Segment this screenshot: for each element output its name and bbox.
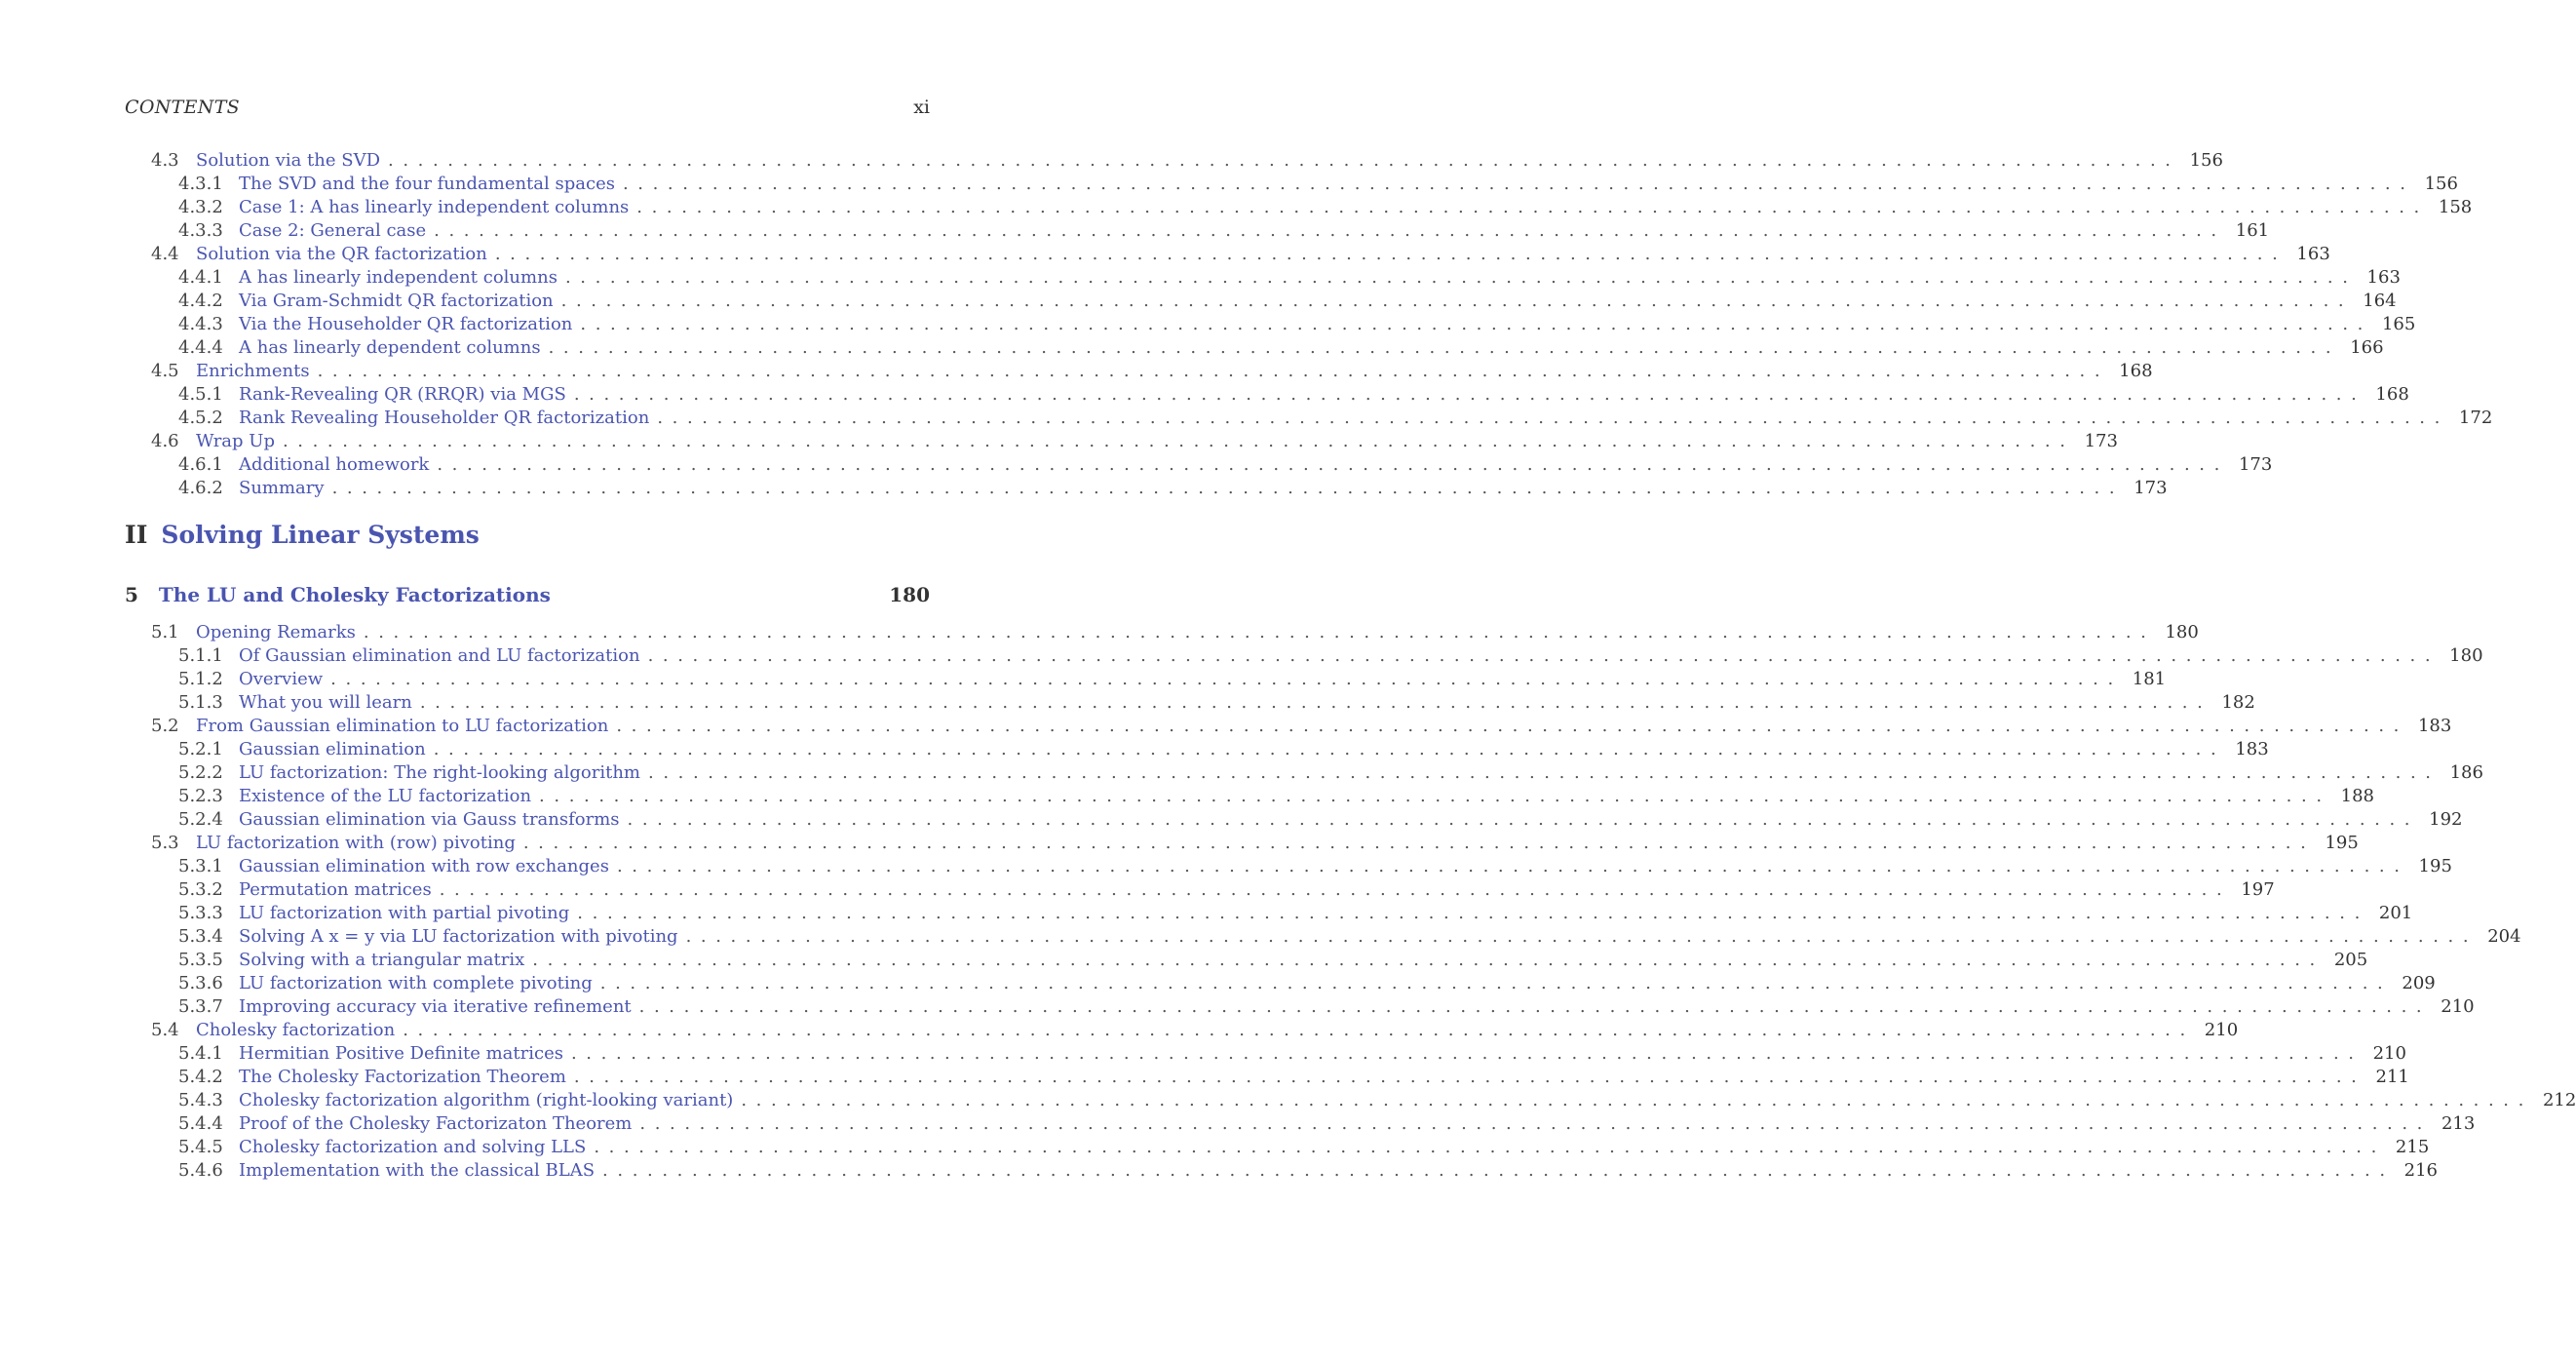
- toc-subsection-entry[interactable]: [0, 218, 2270, 242]
- entry-number: 5.3: [151, 832, 179, 853]
- dot-leader: ........................................................................................................................: [638, 995, 2432, 1017]
- toc-subsection-entry[interactable]: [0, 1065, 2409, 1088]
- dot-leader: ........................................................................................................................: [560, 290, 2354, 311]
- dot-leader: ........................................................................................................................: [657, 407, 2449, 428]
- entry-number: 5.1.3: [178, 691, 223, 713]
- entry-number: 5.2.4: [178, 808, 223, 830]
- dot-leader: ........................................................................................................................: [434, 219, 2226, 241]
- dot-leader: ........................................................................................................................: [330, 668, 2123, 689]
- entry-number: 5.1.1: [178, 644, 223, 666]
- dot-leader: ........................................................................................................................: [648, 761, 2441, 783]
- entry-link[interactable]: Case 2: General case: [239, 219, 427, 241]
- running-head-title: CONTENTS: [125, 97, 240, 118]
- entry-page-number: 215: [2395, 1136, 2430, 1157]
- toc-subsection-entry[interactable]: [0, 667, 2167, 690]
- dot-leader: ........................................................................................................................: [580, 313, 2372, 334]
- toc-subsection-entry[interactable]: [0, 382, 2409, 406]
- entry-link[interactable]: LU factorization with (row) pivoting: [196, 832, 516, 853]
- entry-number: 4.5.1: [178, 383, 223, 405]
- entry-link[interactable]: Solving A x = y via LU factorization with pivoting: [239, 925, 678, 947]
- entry-link[interactable]: Of Gaussian elimination and LU factorization: [239, 644, 640, 666]
- entry-number: 4.4.4: [178, 336, 223, 358]
- entry-link[interactable]: Cholesky factorization: [196, 1019, 396, 1040]
- entry-page-number: 182: [2221, 691, 2255, 713]
- dot-leader: ........................................................................................................................: [403, 1019, 2195, 1040]
- entry-number: 4.6.2: [178, 477, 223, 498]
- dot-leader: ........................................................................................................................: [317, 360, 2110, 381]
- entry-page-number: 168: [2119, 360, 2153, 381]
- toc-section-entry[interactable]: [0, 148, 2223, 172]
- entry-page-number: 204: [2487, 925, 2521, 947]
- entry-link[interactable]: Gaussian elimination with row exchanges: [239, 855, 609, 876]
- entry-link[interactable]: LU factorization with complete pivoting: [239, 972, 593, 993]
- toc-subsection-entry[interactable]: [0, 994, 2475, 1018]
- toc-section-entry[interactable]: [0, 429, 2118, 452]
- entry-link[interactable]: The Cholesky Factorization Theorem: [239, 1066, 566, 1087]
- entry-page-number: 216: [2403, 1159, 2439, 1181]
- entry-link[interactable]: Hermitian Positive Definite matrices: [239, 1042, 563, 1064]
- entry-link[interactable]: A has linearly dependent columns: [239, 336, 541, 358]
- entry-link[interactable]: Wrap Up: [196, 430, 275, 451]
- dot-leader: ........................................................................................................................: [573, 1066, 2366, 1087]
- entry-link[interactable]: LU factorization with partial pivoting: [239, 902, 570, 923]
- dot-leader: ........................................................................................................................: [685, 925, 2479, 947]
- entry-number: 4.3.3: [178, 219, 223, 241]
- part-number: II: [125, 521, 148, 549]
- entry-page-number: 156: [2189, 149, 2223, 171]
- chapter-number: 5: [125, 583, 138, 606]
- toc-section-entry[interactable]: [0, 359, 2153, 382]
- entry-number: 5.4: [151, 1019, 179, 1040]
- entry-number: 5.4.5: [178, 1136, 223, 1157]
- toc-subsection-entry[interactable]: [0, 690, 2255, 714]
- entry-page-number: 210: [2204, 1019, 2239, 1040]
- entry-number: 4.4: [151, 243, 179, 264]
- dot-leader: ........................................................................................................................: [433, 738, 2226, 759]
- entry-page-number: 183: [2417, 715, 2452, 736]
- entry-page-number: 173: [2238, 453, 2273, 475]
- entry-link[interactable]: Overview: [239, 668, 324, 689]
- entry-number: 5.4.3: [178, 1089, 223, 1110]
- toc-subsection-entry[interactable]: [0, 948, 2368, 971]
- toc-subsection-entry[interactable]: [0, 289, 2397, 312]
- entry-number: 4.3.1: [178, 173, 223, 194]
- entry-page-number: 158: [2438, 196, 2473, 217]
- entry-number: 5.3.1: [178, 855, 223, 876]
- entry-page-number: 180: [2165, 621, 2199, 642]
- part-title[interactable]: Solving Linear Systems: [161, 521, 480, 549]
- entry-page-number: 211: [2375, 1066, 2409, 1087]
- entry-number: 4.4.3: [178, 313, 223, 334]
- toc-subsection-entry[interactable]: [0, 854, 2452, 877]
- entry-page-number: 166: [2350, 336, 2384, 358]
- toc-section-entry[interactable]: [0, 1018, 2239, 1041]
- entry-number: 5.2.3: [178, 785, 223, 806]
- toc-subsection-entry[interactable]: [0, 172, 2458, 195]
- toc-subsection-entry[interactable]: [0, 1158, 2439, 1182]
- dot-leader: ........................................................................................................................: [647, 644, 2441, 666]
- entry-page-number: 195: [2418, 855, 2452, 876]
- dot-leader: ........................................................................................................................: [602, 1159, 2395, 1181]
- entry-link[interactable]: From Gaussian elimination to LU factorization: [196, 715, 609, 736]
- entry-link[interactable]: The SVD and the four fundamental spaces: [239, 173, 615, 194]
- entry-number: 5.1: [151, 621, 179, 642]
- entry-link[interactable]: Existence of the LU factorization: [239, 785, 532, 806]
- dot-leader: ........................................................................................................................: [570, 1042, 2364, 1064]
- entry-link[interactable]: Proof of the Cholesky Factorizaton Theorem: [239, 1112, 633, 1134]
- entry-number: 5.4.2: [178, 1066, 223, 1087]
- chapter-page: 180: [889, 583, 930, 606]
- dot-leader: ........................................................................................................................: [494, 243, 2288, 264]
- entry-link[interactable]: Improving accuracy via iterative refinement: [239, 995, 632, 1017]
- entry-link[interactable]: Permutation matrices: [239, 878, 432, 900]
- entry-page-number: 210: [2441, 995, 2475, 1017]
- entry-link[interactable]: Cholesky factorization algorithm (right-looking variant): [239, 1089, 734, 1110]
- toc-subsection-entry[interactable]: [0, 195, 2473, 218]
- entry-page-number: 163: [2366, 266, 2401, 288]
- running-head-page-number: xi: [913, 97, 930, 118]
- dot-leader: ........................................................................................................................: [573, 383, 2366, 405]
- toc-subsection-entry[interactable]: [0, 1111, 2476, 1135]
- entry-number: 4.3.2: [178, 196, 223, 217]
- entry-page-number: 195: [2325, 832, 2359, 853]
- entry-page-number: 205: [2333, 949, 2368, 970]
- entry-number: 5.2.1: [178, 738, 223, 759]
- entry-page-number: 173: [2134, 477, 2168, 498]
- entry-number: 4.3: [151, 149, 179, 171]
- entry-link[interactable]: Gaussian elimination via Gauss transforms: [239, 808, 620, 830]
- entry-number: 5.4.6: [178, 1159, 223, 1181]
- entry-page-number: 163: [2296, 243, 2330, 264]
- toc-subsection-entry[interactable]: [0, 971, 2436, 994]
- entry-number: 5.3.2: [178, 878, 223, 900]
- entry-page-number: 168: [2375, 383, 2409, 405]
- toc-block-chapter-4: [0, 148, 2493, 499]
- toc-block-chapter-5: [0, 620, 2576, 1182]
- entry-link[interactable]: Via the Householder QR factorization: [239, 313, 573, 334]
- dot-leader: ........................................................................................................................: [437, 453, 2229, 475]
- dot-leader: ........................................................................................................................: [388, 149, 2180, 171]
- toc-subsection-entry[interactable]: [0, 335, 2384, 359]
- entry-link[interactable]: Implementation with the classical BLAS: [239, 1159, 596, 1181]
- entry-number: 4.5: [151, 360, 179, 381]
- entry-page-number: 161: [2235, 219, 2270, 241]
- entry-page-number: 209: [2402, 972, 2436, 993]
- entry-page-number: 180: [2449, 644, 2483, 666]
- entry-number: 5.1.2: [178, 668, 223, 689]
- dot-leader: ........................................................................................................................: [539, 785, 2331, 806]
- entry-link[interactable]: Rank Revealing Householder QR factorization: [239, 407, 650, 428]
- entry-link[interactable]: Gaussian elimination: [239, 738, 426, 759]
- toc-subsection-entry[interactable]: [0, 312, 2416, 335]
- dot-leader: ........................................................................................................................: [594, 1136, 2386, 1157]
- toc-subsection-entry[interactable]: [0, 406, 2493, 429]
- dot-leader: ........................................................................................................................: [522, 832, 2316, 853]
- part-heading[interactable]: [125, 521, 480, 549]
- dot-leader: ........................................................................................................................: [532, 949, 2325, 970]
- entry-page-number: 213: [2441, 1112, 2476, 1134]
- toc-subsection-entry[interactable]: [0, 643, 2483, 667]
- toc-subsection-entry[interactable]: [0, 1041, 2406, 1065]
- entry-number: 5.4.1: [178, 1042, 223, 1064]
- entry-page-number: 188: [2340, 785, 2375, 806]
- entry-number: 5.2: [151, 715, 179, 736]
- toc-section-entry[interactable]: [0, 620, 2199, 643]
- dot-leader: ........................................................................................................................: [564, 266, 2358, 288]
- entry-page-number: 156: [2424, 173, 2458, 194]
- entry-link[interactable]: Opening Remarks: [196, 621, 356, 642]
- toc-section-entry[interactable]: [0, 831, 2359, 854]
- dot-leader: ........................................................................................................................: [639, 1112, 2432, 1134]
- dot-leader: ........................................................................................................................: [419, 691, 2212, 713]
- entry-link[interactable]: Enrichments: [196, 360, 310, 381]
- entry-link[interactable]: Rank-Revealing QR (RRQR) via MGS: [239, 383, 566, 405]
- running-head: [125, 95, 930, 120]
- chapter-heading[interactable]: [125, 583, 930, 606]
- toc-subsection-entry[interactable]: [0, 1088, 2576, 1111]
- dot-leader: ........................................................................................................................: [616, 855, 2409, 876]
- entry-link[interactable]: Case 1: A has linearly independent columns: [239, 196, 630, 217]
- dot-leader: ........................................................................................................................: [636, 196, 2429, 217]
- entry-page-number: 164: [2363, 290, 2397, 311]
- toc-subsection-entry[interactable]: [0, 265, 2401, 289]
- dot-leader: ........................................................................................................................: [599, 972, 2393, 993]
- dot-leader: ........................................................................................................................: [577, 902, 2369, 923]
- entry-number: 4.5.2: [178, 407, 223, 428]
- entry-number: 5.3.3: [178, 902, 223, 923]
- entry-page-number: 201: [2378, 902, 2413, 923]
- entry-link[interactable]: LU factorization: The right-looking algorithm: [239, 761, 640, 783]
- dot-leader: ........................................................................................................................: [548, 336, 2341, 358]
- entry-number: 5.2.2: [178, 761, 223, 783]
- toc-subsection-entry[interactable]: [0, 1135, 2430, 1158]
- toc-subsection-entry[interactable]: [0, 760, 2483, 784]
- entry-number: 5.4.4: [178, 1112, 223, 1134]
- entry-number: 4.4.2: [178, 290, 223, 311]
- entry-number: 5.3.4: [178, 925, 223, 947]
- dot-leader: ........................................................................................................................: [627, 808, 2420, 830]
- toc-subsection-entry[interactable]: [0, 924, 2521, 948]
- dot-leader: ........................................................................................................................: [741, 1089, 2533, 1110]
- toc-subsection-entry[interactable]: [0, 452, 2273, 476]
- entry-page-number: 197: [2241, 878, 2275, 900]
- dot-leader: ........................................................................................................................: [439, 878, 2232, 900]
- entry-link[interactable]: Cholesky factorization and solving LLS: [239, 1136, 587, 1157]
- entry-number: 4.6.1: [178, 453, 223, 475]
- entry-page-number: 192: [2429, 808, 2463, 830]
- entry-page-number: 173: [2084, 430, 2118, 451]
- chapter-title[interactable]: The LU and Cholesky Factorizations: [158, 583, 551, 606]
- entry-page-number: 186: [2449, 761, 2483, 783]
- entry-page-number: 212: [2542, 1089, 2576, 1110]
- entry-link[interactable]: Via Gram-Schmidt QR factorization: [239, 290, 554, 311]
- entry-link[interactable]: A has linearly independent columns: [239, 266, 557, 288]
- toc-subsection-entry[interactable]: [0, 807, 2463, 831]
- entry-number: 5.3.5: [178, 949, 223, 970]
- toc-subsection-entry[interactable]: [0, 901, 2413, 924]
- dot-leader: ........................................................................................................................: [282, 430, 2075, 451]
- entry-number: 5.3.7: [178, 995, 223, 1017]
- dot-leader: ........................................................................................................................: [331, 477, 2125, 498]
- toc-subsection-entry[interactable]: [0, 877, 2275, 901]
- entry-link[interactable]: What you will learn: [239, 691, 412, 713]
- entry-link[interactable]: Solving with a triangular matrix: [239, 949, 525, 970]
- entry-link[interactable]: Solution via the SVD: [196, 149, 380, 171]
- entry-page-number: 210: [2372, 1042, 2406, 1064]
- toc-subsection-entry[interactable]: [0, 737, 2269, 760]
- toc-subsection-entry[interactable]: [0, 784, 2375, 807]
- dot-leader: ........................................................................................................................: [622, 173, 2415, 194]
- entry-page-number: 181: [2132, 668, 2167, 689]
- entry-number: 4.4.1: [178, 266, 223, 288]
- dot-leader: ........................................................................................................................: [616, 715, 2408, 736]
- toc-section-entry[interactable]: [0, 714, 2452, 737]
- entry-page-number: 183: [2235, 738, 2269, 759]
- entry-page-number: 172: [2458, 407, 2493, 428]
- toc-section-entry[interactable]: [0, 242, 2330, 265]
- entry-link[interactable]: Additional homework: [239, 453, 430, 475]
- entry-link[interactable]: Solution via the QR factorization: [196, 243, 487, 264]
- entry-page-number: 165: [2381, 313, 2416, 334]
- entry-number: 5.3.6: [178, 972, 223, 993]
- dot-leader: ........................................................................................................................: [363, 621, 2156, 642]
- entry-link[interactable]: Summary: [239, 477, 325, 498]
- entry-number: 4.6: [151, 430, 179, 451]
- toc-subsection-entry[interactable]: [0, 476, 2168, 499]
